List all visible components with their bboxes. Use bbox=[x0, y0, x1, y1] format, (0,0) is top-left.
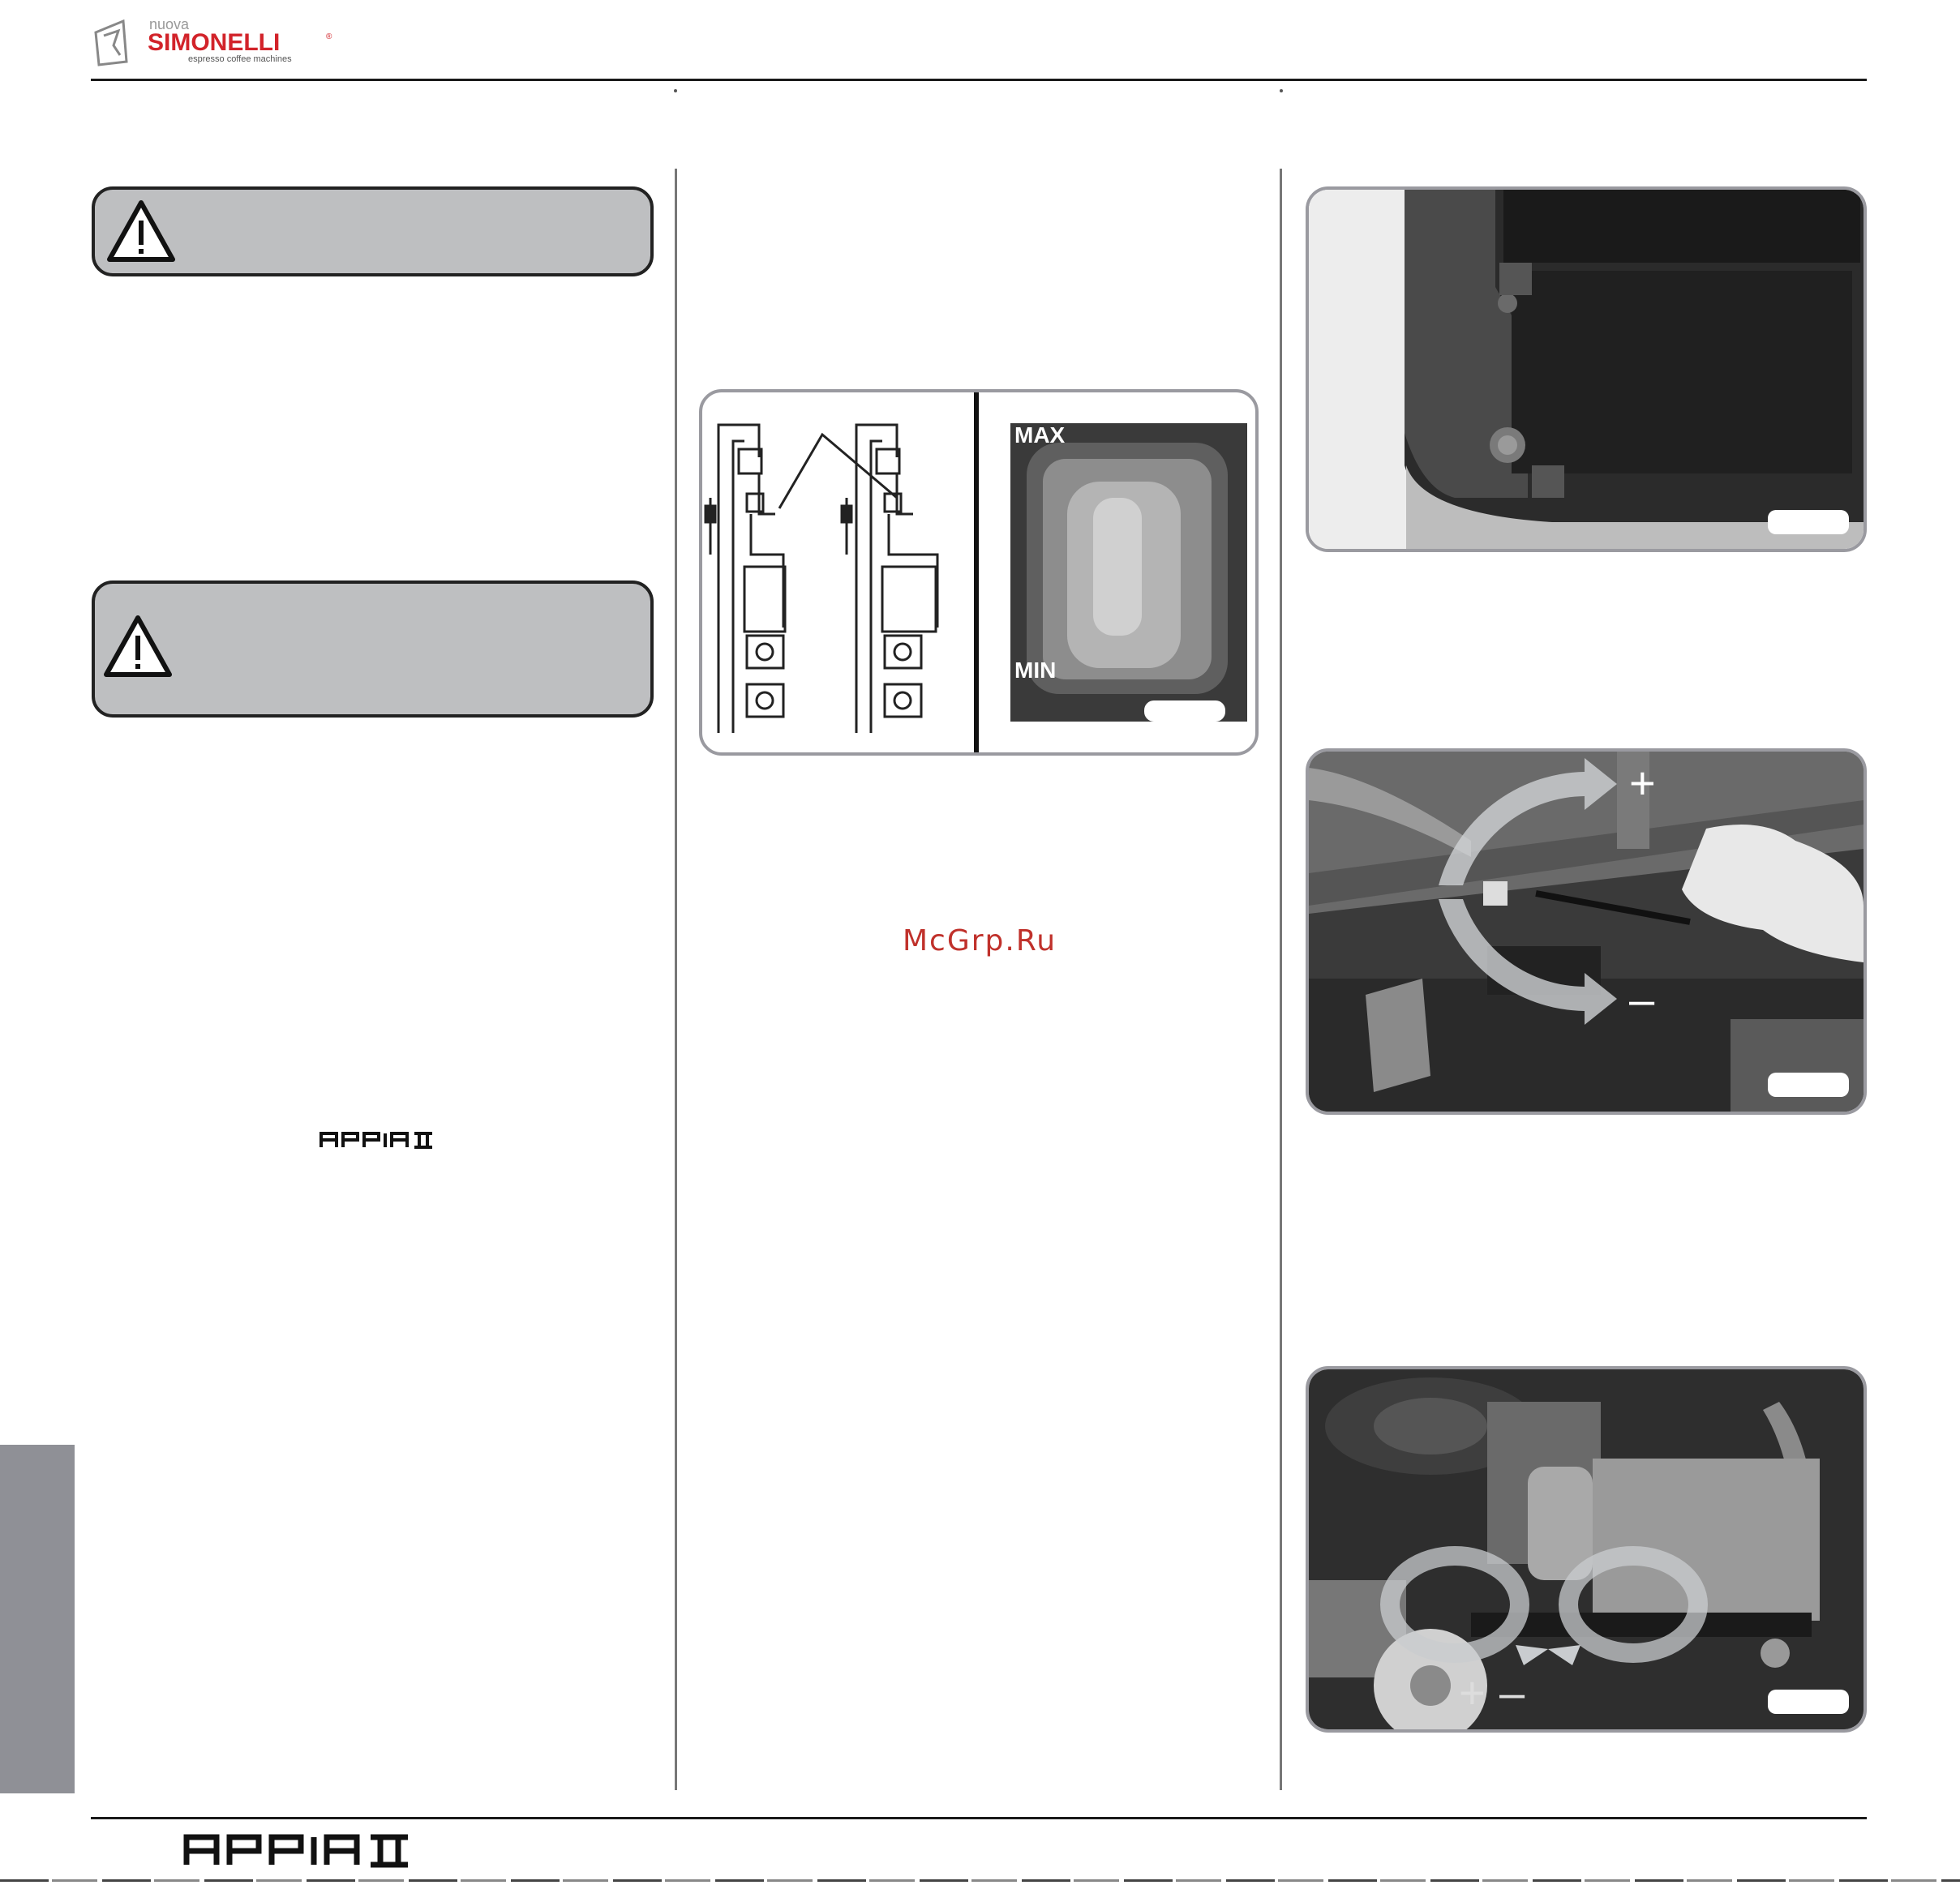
figure-drip-tray-corner bbox=[1306, 186, 1867, 552]
column-divider bbox=[675, 169, 677, 1790]
sight-glass-max: MAX bbox=[1014, 422, 1066, 448]
brand-tagline: espresso coffee machines bbox=[188, 54, 292, 64]
column-divider bbox=[1280, 169, 1282, 1790]
model-logo-inline bbox=[319, 1129, 436, 1150]
sight-glass-min: MIN bbox=[1014, 658, 1057, 683]
adjust-minus-label: – bbox=[1629, 974, 1655, 1025]
drip-tray-photo bbox=[1309, 190, 1864, 549]
figure-number-label bbox=[1768, 1073, 1849, 1097]
brand-name: SIMONELLI bbox=[148, 29, 281, 56]
brand-top: nuova bbox=[149, 16, 190, 32]
header-rule bbox=[91, 79, 1867, 81]
adjust-plus-label: + bbox=[1629, 757, 1656, 808]
appia-logotype bbox=[321, 1133, 432, 1147]
warning-box bbox=[92, 186, 654, 276]
figure-number-label bbox=[1144, 700, 1225, 722]
valve-plus-label: + bbox=[1459, 1667, 1486, 1718]
hydraulic-diagram bbox=[702, 392, 1255, 752]
section-side-tab bbox=[0, 1445, 75, 1793]
warning-icon bbox=[103, 615, 173, 679]
figure-valve-adjustment bbox=[1306, 1366, 1867, 1733]
watermark: McGrp.Ru bbox=[903, 924, 1057, 957]
column-marker bbox=[1280, 89, 1283, 92]
adjustment-photo bbox=[1309, 752, 1864, 1112]
warning-icon bbox=[106, 199, 176, 264]
footer-rule bbox=[91, 1817, 1867, 1819]
scan-edge bbox=[0, 1879, 1960, 1882]
valve-photo bbox=[1309, 1369, 1864, 1729]
valve-minus-label: – bbox=[1499, 1667, 1525, 1718]
brand-reg: ® bbox=[326, 32, 332, 41]
figure-hydraulic-and-sightglass bbox=[699, 389, 1259, 756]
brand-logo bbox=[91, 15, 375, 70]
column-marker bbox=[674, 89, 677, 92]
warning-box bbox=[92, 580, 654, 718]
figure-number-label bbox=[1768, 1690, 1849, 1714]
brand-mark-icon bbox=[96, 21, 127, 65]
figure-number-label bbox=[1768, 510, 1849, 534]
appia-logotype bbox=[187, 1837, 408, 1865]
figure-level-adjustment bbox=[1306, 748, 1867, 1115]
footer-model-logo bbox=[182, 1831, 414, 1870]
